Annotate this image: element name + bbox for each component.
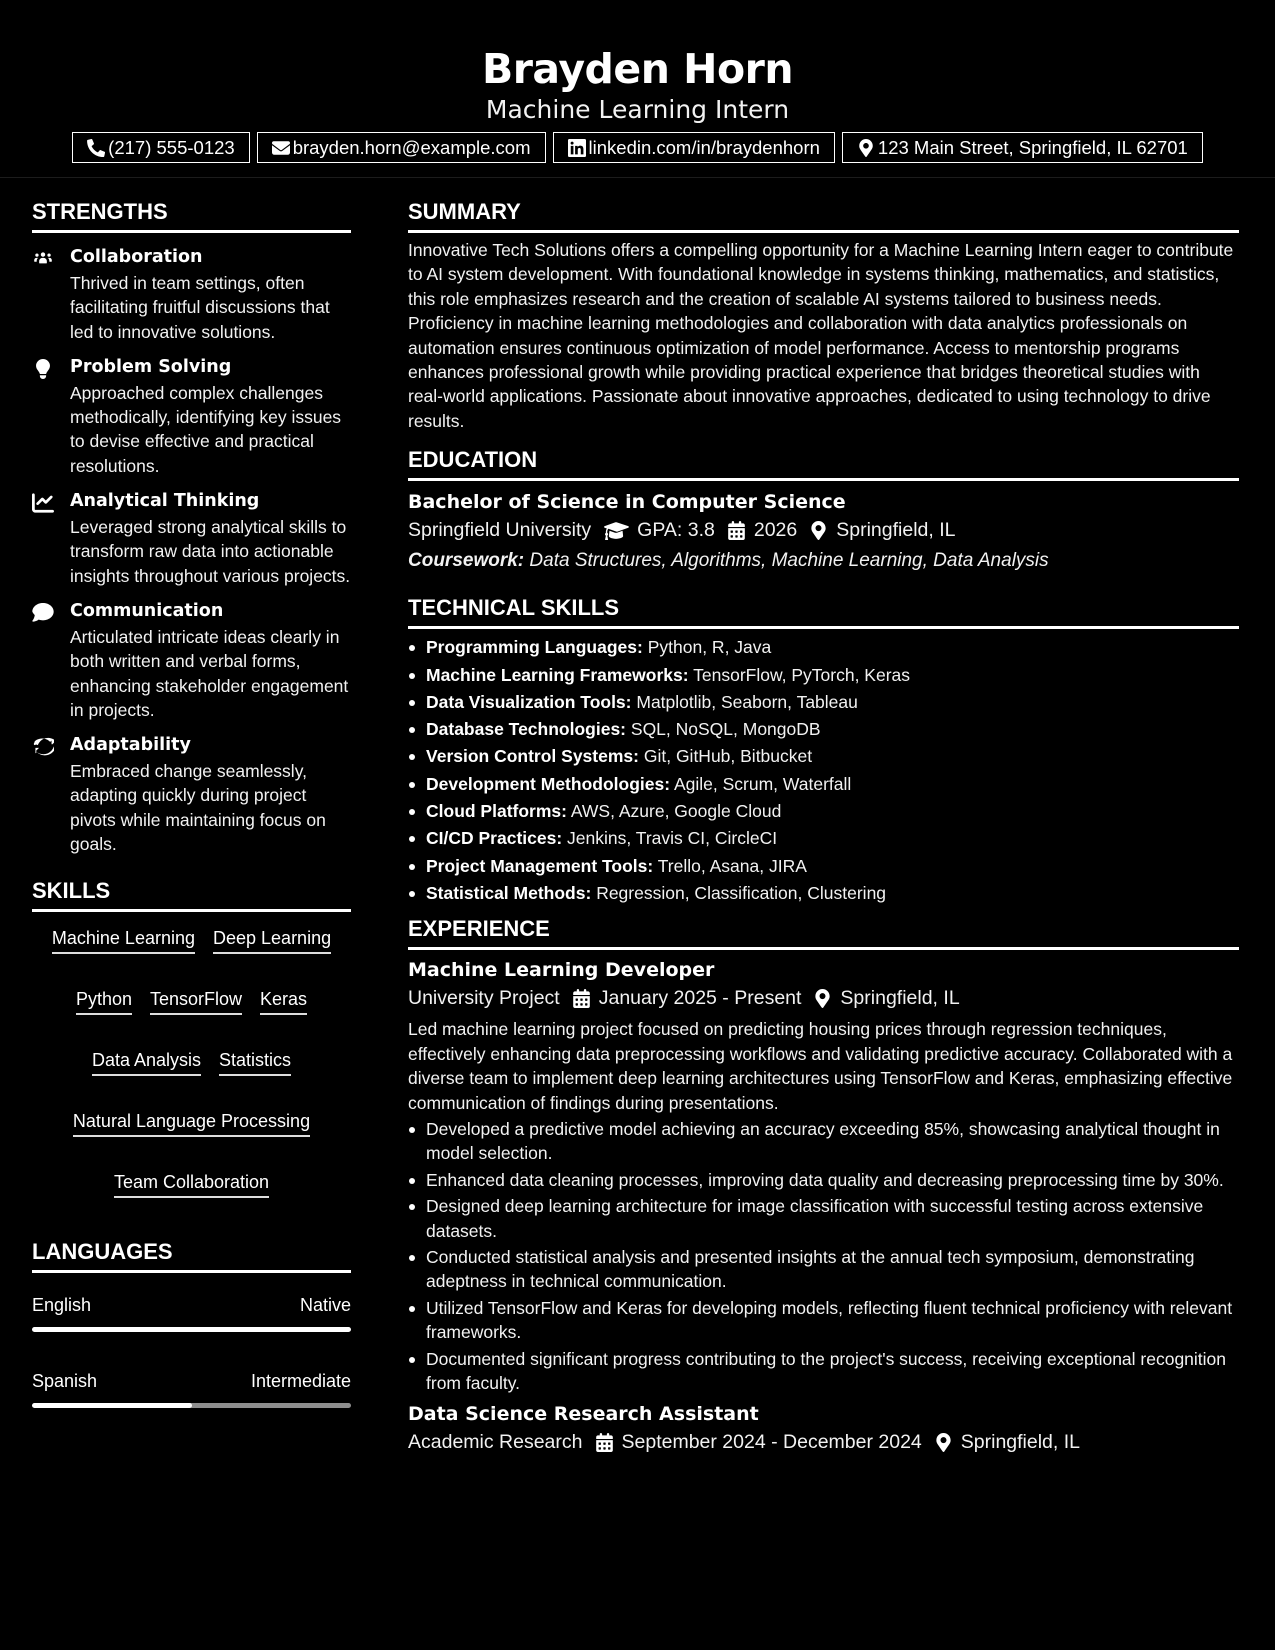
coursework: [408, 546, 1239, 576]
education-meta: [408, 516, 1239, 545]
list-item: Statistical Methods: Regression, Classification, Clustering: [408, 881, 1239, 905]
skill-tag: Data Analysis: [92, 1047, 201, 1076]
strength-title: Adaptability: [70, 735, 191, 756]
strength-item: [32, 355, 351, 478]
technical-skills-title: TECHNICAL SKILLS: [408, 594, 1239, 629]
chart-line-icon: [32, 493, 54, 513]
language-level: Intermediate: [250, 1371, 351, 1392]
resume-header: [0, 0, 1275, 178]
degree-title: Bachelor of Science in Computer Science: [408, 491, 846, 514]
education-section: [408, 446, 1239, 576]
candidate-name: Brayden Horn: [481, 45, 794, 93]
summary-section: [408, 198, 1239, 433]
list-item: Programming Languages: Python, R, Java: [408, 635, 1239, 659]
experience-section: [408, 915, 1239, 1457]
technical-skills-list: [408, 635, 1239, 905]
map-marker-icon: [813, 989, 832, 1008]
strength-desc: Articulated intricate ideas clearly in both written and verbal forms, enhancing stakeholder engagement in projects.: [70, 626, 349, 720]
skill-tag: Team Collaboration: [114, 1169, 269, 1198]
skills-title: SKILLS: [32, 877, 351, 912]
job-title: Machine Learning Developer: [408, 959, 715, 982]
list-item: Database Technologies: SQL, NoSQL, MongoDB: [408, 717, 1239, 741]
sync-icon: [32, 737, 54, 757]
lightbulb-icon: [32, 359, 54, 379]
envelope-icon: [272, 139, 290, 157]
contact-email-text: brayden.horn@example.com: [292, 136, 531, 158]
experience-title: EXPERIENCE: [408, 915, 1239, 950]
job-org: Academic Research: [408, 1431, 583, 1454]
contact-phone-text: (217) 555-0123: [108, 136, 235, 158]
contact-address[interactable]: [842, 132, 1203, 163]
comment-icon: [32, 603, 54, 623]
gpa: GPA: 3.8: [637, 519, 715, 542]
job-location: Springfield, IL: [960, 1431, 1081, 1454]
strengths-title: STRENGTHS: [32, 198, 351, 233]
language-bar: [32, 1403, 351, 1408]
users-icon: [32, 249, 54, 269]
job-title: Data Science Research Assistant: [408, 1403, 759, 1426]
job-org: University Project: [408, 987, 560, 1010]
left-column: [32, 178, 351, 1408]
summary-text: Innovative Tech Solutions offers a compelling opportunity for a Machine Learning Intern eager to contribute to AI system development. With foundational knowledge in systems thinking, mathematics, and statistics, this role emphasizes research and the creation of scalable AI systems tailored to business needs. Proficiency in machine learning methodologies and collaboration with data analytics professionals on automation ensures continuous optimization of model performance. Access to mentorship programs enhances professional growth while providing practical experience that bridges theoretical studies with real-world applications. Passionate about innovative approaches, dedicated to using technology to drive results.: [408, 240, 1234, 431]
language-level: Native: [299, 1295, 351, 1316]
job-entry: [408, 956, 1239, 1395]
strength-item: [32, 489, 351, 588]
job-bullets: [408, 1117, 1239, 1395]
graduation-cap-icon: [603, 521, 629, 540]
list-item: Conducted statistical analysis and presented insights at the annual tech symposium, demonstrating adeptness in technical communication.: [408, 1245, 1239, 1294]
coursework-list: Data Structures, Algorithms, Machine Learning, Data Analysis: [529, 550, 1049, 572]
technical-skills-section: [408, 594, 1239, 905]
skill-tag: Keras: [260, 986, 307, 1015]
languages-section: [32, 1238, 351, 1408]
skill-tag: Python: [76, 986, 132, 1015]
education-title: EDUCATION: [408, 446, 1239, 481]
map-marker-icon: [857, 139, 875, 157]
language-bar-fill: [32, 1327, 351, 1332]
strength-item: [32, 733, 351, 856]
graduation-year: 2026: [753, 519, 798, 542]
list-item: Project Management Tools: Trello, Asana, JIRA: [408, 854, 1239, 878]
job-meta: [408, 1428, 1239, 1457]
candidate-role: Machine Learning Intern: [485, 95, 790, 124]
strength-title: Analytical Thinking: [70, 491, 260, 512]
map-marker-icon: [934, 1433, 953, 1452]
list-item: Cloud Platforms: AWS, Azure, Google Cloud: [408, 799, 1239, 823]
calendar-icon: [727, 521, 746, 540]
list-item: Developed a predictive model achieving an accuracy exceeding 85%, showcasing analytical thought in model selection.: [408, 1117, 1239, 1166]
job-location: Springfield, IL: [840, 987, 960, 1010]
strength-item: [32, 245, 351, 344]
language-name: Spanish: [32, 1371, 98, 1392]
strength-item: [32, 599, 351, 722]
contact-phone[interactable]: [72, 132, 250, 163]
linkedin-icon: [568, 139, 586, 157]
strength-desc: Leveraged strong analytical skills to transform raw data into actionable insights throughout various projects.: [70, 517, 351, 586]
skills-cloud: [32, 912, 351, 1198]
languages-title: LANGUAGES: [32, 1238, 351, 1273]
language-bar-fill: [32, 1403, 192, 1408]
contact-linkedin-text: linkedin.com/in/braydenhorn: [588, 136, 820, 158]
language-item: [32, 1369, 351, 1408]
calendar-icon: [572, 989, 591, 1008]
list-item: Development Methodologies: Agile, Scrum, Waterfall: [408, 772, 1239, 796]
list-item: Documented significant progress contributing to the project's success, receiving exceptional recognition from faculty.: [408, 1347, 1239, 1396]
map-marker-icon: [809, 521, 828, 540]
calendar-icon: [595, 1433, 614, 1452]
skills-section: [32, 877, 351, 1198]
strength-title: Problem Solving: [70, 356, 232, 377]
strength-desc: Thrived in team settings, often facilitating fruitful discussions that led to innovative solutions.: [70, 273, 330, 342]
job-meta: [408, 984, 1239, 1013]
list-item: Version Control Systems: Git, GitHub, Bitbucket: [408, 744, 1239, 768]
contact-linkedin[interactable]: [553, 132, 835, 163]
list-item: Data Visualization Tools: Matplotlib, Seaborn, Tableau: [408, 690, 1239, 714]
contact-bar: [0, 132, 1275, 163]
skill-tag: Machine Learning: [52, 925, 195, 954]
skill-tag: Deep Learning: [213, 925, 331, 954]
language-name: English: [32, 1295, 92, 1316]
list-item: CI/CD Practices: Jenkins, Travis CI, CircleCI: [408, 826, 1239, 850]
skill-tag: TensorFlow: [150, 986, 242, 1015]
list-item: Utilized TensorFlow and Keras for developing models, reflecting fluent technical proficiency with relevant frameworks.: [408, 1296, 1239, 1345]
list-item: Designed deep learning architecture for image classification with successful testing across extensive datasets.: [408, 1194, 1239, 1243]
contact-email[interactable]: [257, 132, 546, 163]
skill-tag: Natural Language Processing: [73, 1108, 310, 1137]
strengths-section: [32, 198, 351, 856]
job-dates: September 2024 - December 2024: [621, 1431, 922, 1454]
coursework-label: Coursework:: [408, 550, 525, 572]
job-dates: January 2025 - Present: [598, 987, 802, 1010]
list-item: Enhanced data cleaning processes, improving data quality and decreasing preprocessing time by 30%.: [408, 1168, 1239, 1192]
contact-address-text: 123 Main Street, Springfield, IL 62701: [877, 136, 1188, 158]
job-description: Led machine learning project focused on predicting housing prices through regression techniques, effectively enhancing data preprocessing workflows and validating predictive accuracy. Collaborated with a diverse team to implement deep learning architectures using TensorFlow and Keras, emphasizing effective communication of findings during presentations.: [408, 1019, 1233, 1113]
language-bar: [32, 1327, 351, 1332]
language-item: [32, 1293, 351, 1332]
school-name: Springfield University: [408, 519, 592, 542]
strength-desc: Embraced change seamlessly, adapting quickly during project pivots while maintaining focus on goals.: [70, 761, 326, 855]
strength-title: Collaboration: [70, 247, 203, 267]
strength-desc: Approached complex challenges methodically, identifying key issues to devise effective and practical resolutions.: [70, 382, 342, 476]
skill-tag: Statistics: [219, 1047, 291, 1076]
education-location: Springfield, IL: [836, 519, 956, 542]
strength-title: Communication: [70, 600, 224, 621]
phone-icon: [87, 139, 105, 157]
summary-title: SUMMARY: [408, 198, 1239, 233]
list-item: Machine Learning Frameworks: TensorFlow, PyTorch, Keras: [408, 663, 1239, 687]
right-column: [408, 178, 1239, 1457]
job-entry: [408, 1400, 1239, 1457]
